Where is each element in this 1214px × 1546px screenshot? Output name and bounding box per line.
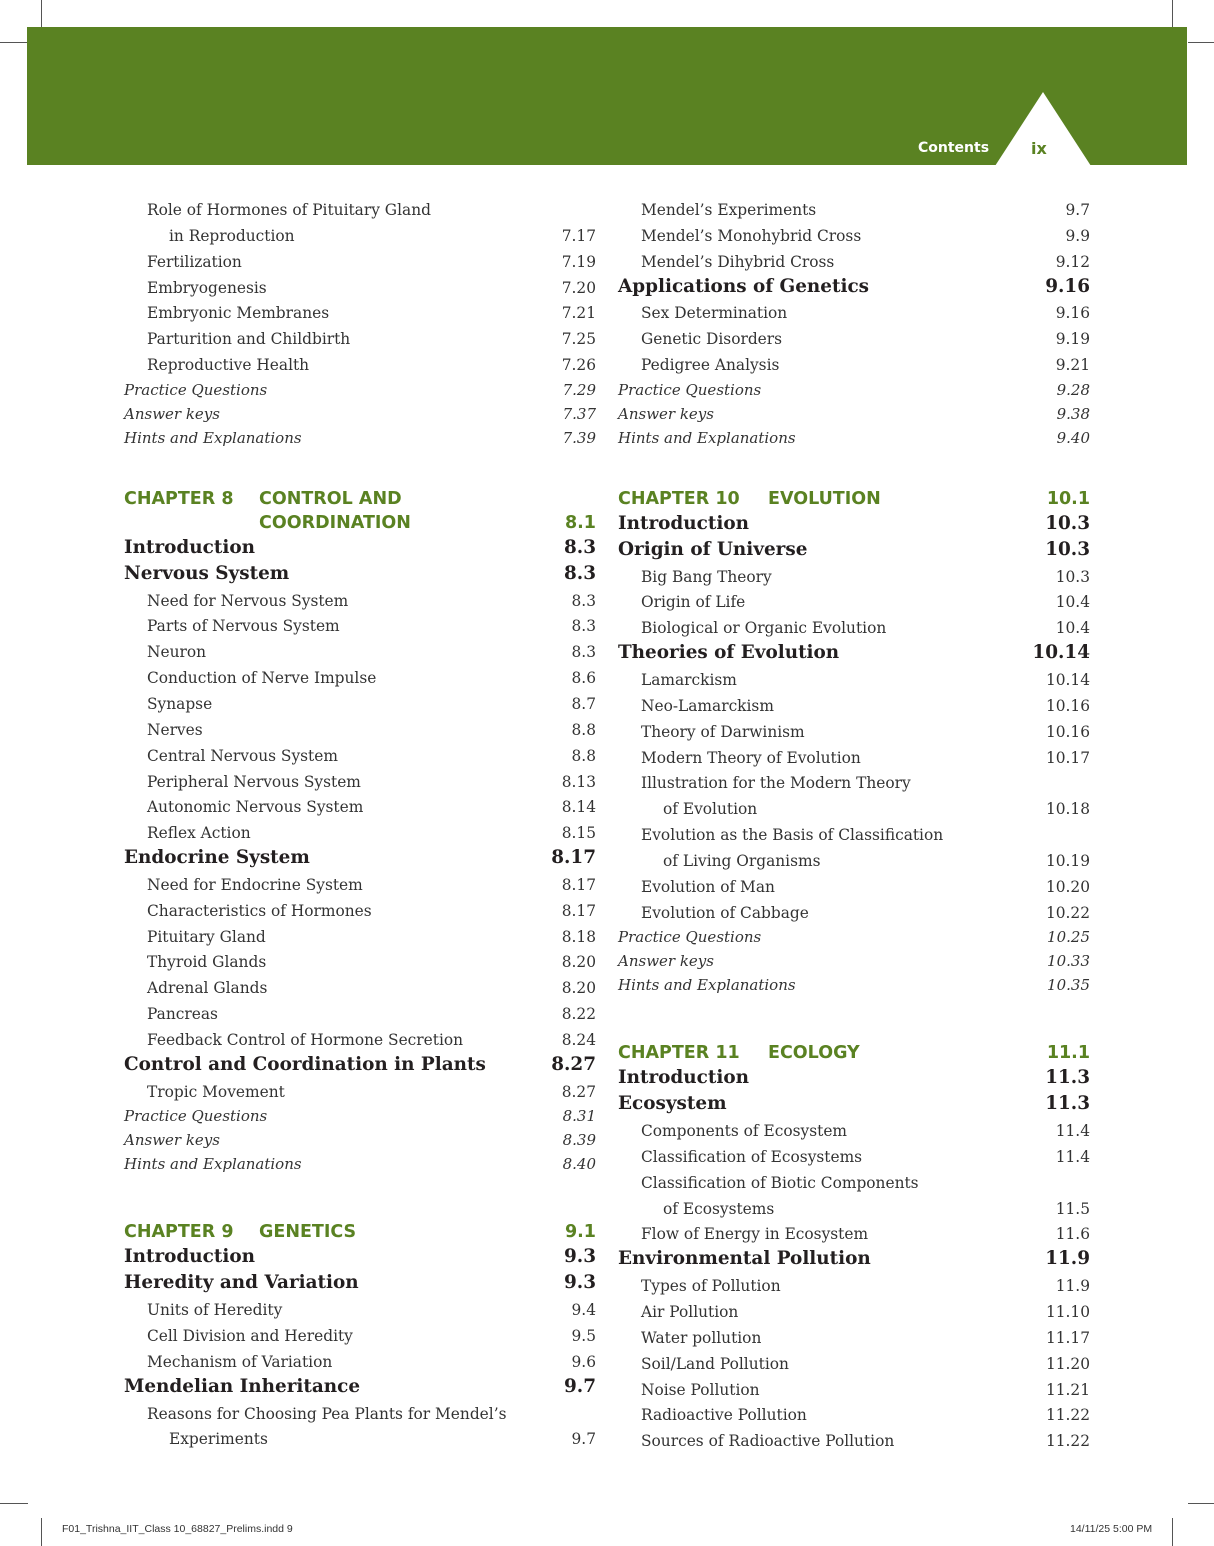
toc-entry — [618, 1376, 1090, 1402]
chapter-label: CHAPTER 8 — [124, 488, 234, 509]
toc-entry-title: Introduction — [124, 1246, 255, 1268]
toc-entry-page: 9.21 — [1055, 356, 1090, 375]
toc-entry — [124, 664, 596, 690]
toc-entry — [618, 718, 1090, 744]
toc-entry — [124, 923, 596, 949]
toc-entry-title: Answer keys — [124, 1131, 220, 1150]
toc-entry-title: Practice Questions — [618, 380, 762, 399]
toc-entry-title: Peripheral Nervous System — [147, 772, 361, 791]
toc-entry-title: Origin of Life — [641, 593, 746, 612]
toc-entry-title: Big Bang Theory — [641, 567, 772, 586]
toc-entry-page: 8.17 — [561, 901, 596, 920]
toc-entry-title: Evolution of Cabbage — [641, 903, 809, 922]
toc-entry — [618, 563, 1090, 589]
toc-entry — [618, 537, 1090, 563]
toc-entry-page: 7.26 — [561, 356, 596, 375]
toc-entry — [124, 1244, 596, 1270]
toc-entry — [124, 377, 596, 401]
toc-entry-title: of Living Organisms — [663, 851, 821, 870]
toc-entry — [124, 561, 596, 587]
toc-entry-page: 11.3 — [1045, 1067, 1090, 1089]
toc-entry — [124, 793, 596, 819]
toc-entry — [124, 222, 596, 248]
toc-entry — [124, 248, 596, 274]
toc-entry — [124, 1374, 596, 1400]
toc-entry-title: Soil/Land Pollution — [641, 1354, 789, 1373]
toc-entry-title: Ecosystem — [618, 1093, 727, 1115]
toc-entry-title: Answer keys — [618, 952, 714, 971]
toc-entry-page: 8.7 — [571, 694, 596, 713]
toc-entry-page: 8.20 — [561, 953, 596, 972]
toc-entry-page: 8.15 — [561, 824, 596, 843]
toc-entry-page: 10.16 — [1045, 696, 1090, 715]
toc-entry-page: 8.27 — [561, 1082, 596, 1101]
toc-entry-title: Tropic Movement — [147, 1082, 285, 1101]
toc-entry-title: Classification of Ecosystems — [641, 1147, 863, 1166]
toc-entry-title: Need for Endocrine System — [147, 875, 363, 894]
toc-entry-title: Air Pollution — [641, 1303, 739, 1321]
toc-entry-page: 11.4 — [1055, 1147, 1090, 1166]
toc-entry — [618, 692, 1090, 718]
toc-entry-title: in Reproduction — [169, 226, 295, 245]
toc-entry-page: 10.18 — [1045, 800, 1090, 819]
chapter-page: 11.1 — [1046, 1043, 1090, 1064]
toc-entry-title: Need for Nervous System — [147, 591, 349, 610]
toc-entry-title: Embryonic Membranes — [147, 304, 330, 323]
toc-entry-page: 11.5 — [1055, 1199, 1090, 1218]
toc-entry-page: 9.16 — [1045, 275, 1090, 297]
toc-entry-title: Illustration for the Modern Theory — [641, 774, 911, 793]
toc-entry — [618, 1195, 1090, 1221]
toc-entry — [618, 744, 1090, 770]
toc-entry — [618, 847, 1090, 873]
toc-entry-title: Applications of Genetics — [618, 275, 870, 297]
toc-entry-title: Characteristics of Hormones — [147, 901, 372, 920]
toc-entry-page: 7.20 — [561, 278, 596, 297]
toc-entry — [618, 1220, 1090, 1246]
toc-entry-title: Units of Heredity — [147, 1301, 283, 1320]
toc-entry-page: 7.25 — [561, 330, 596, 349]
toc-entry-title: Theories of Evolution — [618, 642, 840, 664]
toc-entry — [618, 588, 1090, 614]
toc-entry — [618, 401, 1090, 425]
toc-entry-page: 8.6 — [571, 669, 596, 688]
toc-entry-title: Reasons for Choosing Pea Plants for Mendel’s — [147, 1404, 507, 1423]
toc-group — [124, 535, 596, 1176]
toc-entry-title: Practice Questions — [618, 928, 762, 947]
toc-entry-page: 8.39 — [562, 1131, 596, 1150]
toc-entry-title: Pancreas — [147, 1005, 218, 1024]
chapter-heading-line2 — [124, 511, 596, 535]
toc-entry-page: 9.7 — [571, 1430, 596, 1449]
toc-entry-title: Parturition and Childbirth — [147, 330, 351, 349]
toc-entry-page: 9.16 — [1055, 304, 1090, 323]
toc-entry — [618, 1246, 1090, 1272]
toc-entry — [124, 299, 596, 325]
chapter-title: CONTROL AND — [259, 488, 402, 509]
toc-entry-page: 11.6 — [1055, 1225, 1090, 1244]
chapter-title: EVOLUTION — [768, 488, 881, 509]
toc-entry — [124, 587, 596, 613]
toc-entry — [618, 1350, 1090, 1376]
toc-entry-title: Thyroid Glands — [147, 953, 267, 972]
toc-entry-page: 8.3 — [564, 562, 596, 584]
toc-group — [124, 196, 596, 449]
toc-entry-title: Sources of Radioactive Pollution — [641, 1432, 895, 1451]
toc-entry-page: 11.22 — [1045, 1432, 1090, 1451]
toc-entry-title: Origin of Universe — [618, 538, 808, 560]
toc-entry — [124, 1400, 596, 1426]
toc-entry — [124, 325, 596, 351]
toc-entry-page: 11.3 — [1045, 1093, 1090, 1115]
toc-entry-title: Reproductive Health — [147, 356, 310, 375]
chapter-title: ECOLOGY — [768, 1043, 860, 1064]
toc-entry-title: Autonomic Nervous System — [147, 798, 364, 817]
toc-entry-title: Cell Division and Heredity — [147, 1327, 353, 1345]
toc-entry-title: Types of Pollution — [641, 1277, 781, 1296]
chapter-label: CHAPTER 11 — [618, 1043, 740, 1064]
chapter-page: 10.1 — [1046, 488, 1090, 509]
toc-entry — [124, 638, 596, 664]
toc-entry-title: Parts of Nervous System — [147, 617, 340, 636]
toc-entry-title: Hints and Explanations — [124, 1155, 302, 1174]
toc-entry-page: 8.3 — [571, 617, 596, 636]
toc-entry — [124, 1052, 596, 1078]
toc-entry-title: Adrenal Glands — [147, 979, 268, 998]
toc-entry-title: Mechanism of Variation — [147, 1352, 333, 1371]
toc-entry-page: 10.33 — [1047, 952, 1090, 971]
toc-entry-title: Genetic Disorders — [641, 330, 783, 349]
toc-entry-page: 10.14 — [1032, 642, 1090, 664]
toc-entry — [618, 614, 1090, 640]
toc-entry — [618, 1272, 1090, 1298]
toc-entry-title: of Ecosystems — [663, 1199, 775, 1218]
footer-timestamp: 14/11/25 5:00 PM — [1070, 1523, 1153, 1535]
toc-entry — [618, 1117, 1090, 1143]
toc-entry-page: 8.20 — [561, 979, 596, 998]
toc-entry-page: 11.21 — [1045, 1380, 1090, 1399]
toc-entry-title: Introduction — [618, 512, 749, 534]
toc-entry-page: 8.3 — [571, 643, 596, 662]
toc-entry-title: Noise Pollution — [641, 1380, 760, 1399]
toc-entry-title: Evolution of Man — [641, 877, 775, 896]
toc-entry-title: Synapse — [147, 694, 213, 713]
footer-filename: F01_Trishna_IIT_Class 10_68827_Prelims.indd 9 — [62, 1523, 293, 1535]
toc-entry-page: 9.28 — [1056, 380, 1090, 399]
toc-entry-page: 8.40 — [562, 1155, 596, 1174]
toc-entry — [124, 1127, 596, 1151]
toc-entry-page: 10.20 — [1045, 877, 1090, 896]
toc-entry-title: Introduction — [124, 536, 255, 558]
chapter-heading — [618, 1041, 1090, 1065]
toc-entry — [618, 666, 1090, 692]
toc-entry — [618, 972, 1090, 996]
toc-entry — [124, 1026, 596, 1052]
toc-entry-page: 9.40 — [1056, 428, 1090, 447]
toc-entry — [124, 1348, 596, 1374]
page-number: ix — [1031, 139, 1047, 158]
section-label: Contents — [918, 140, 990, 156]
toc-entry-title: Lamarckism — [641, 670, 737, 689]
toc-entry-page: 9.7 — [564, 1375, 596, 1397]
toc-entry — [618, 351, 1090, 377]
toc-entry-title: Water pollution — [641, 1328, 762, 1347]
toc-entry-page: 11.9 — [1055, 1277, 1090, 1296]
toc-entry-title: Control and Coordination in Plants — [124, 1053, 486, 1075]
toc-entry — [124, 948, 596, 974]
toc-entry-page: 7.39 — [562, 428, 596, 447]
toc-entry-page: 9.7 — [1065, 201, 1090, 219]
toc-entry-title: Hints and Explanations — [618, 976, 796, 995]
toc-entry-title: Conduction of Nerve Impulse — [147, 669, 377, 688]
toc-entry — [124, 1000, 596, 1026]
toc-entry — [124, 716, 596, 742]
chapter-heading — [124, 487, 596, 511]
crop-mark — [1188, 1503, 1214, 1504]
toc-entry-title: Central Nervous System — [147, 746, 338, 765]
toc-entry — [124, 351, 596, 377]
toc-entry-title: Pituitary Gland — [147, 927, 266, 946]
toc-entry-title: Neo-Lamarckism — [641, 696, 774, 715]
toc-entry-title: Nerves — [147, 720, 203, 739]
toc-entry-page: 10.4 — [1055, 593, 1090, 612]
toc-entry-page: 8.14 — [561, 798, 596, 817]
toc-entry-page: 11.10 — [1045, 1303, 1090, 1321]
toc-entry-title: Pedigree Analysis — [641, 356, 780, 375]
toc-entry-title: Endocrine System — [124, 847, 310, 869]
toc-entry — [124, 1270, 596, 1296]
toc-entry-title: Answer keys — [124, 404, 220, 423]
crop-mark — [1172, 1518, 1173, 1546]
toc-entry-title: Mendel’s Experiments — [641, 201, 817, 219]
toc-entry — [124, 1425, 596, 1451]
toc-entry-title: Components of Ecosystem — [641, 1122, 848, 1141]
toc-entry-page: 7.29 — [562, 380, 596, 399]
toc-entry-page: 10.3 — [1055, 567, 1090, 586]
toc-entry-title: Classification of Biotic Components — [641, 1173, 919, 1192]
toc-entry-title: Environmental Pollution — [618, 1248, 871, 1270]
toc-group — [618, 1065, 1090, 1453]
toc-entry-page: 9.3 — [564, 1246, 596, 1268]
toc-entry — [618, 377, 1090, 401]
toc-entry — [618, 425, 1090, 449]
toc-entry — [124, 425, 596, 449]
toc-entry — [618, 325, 1090, 351]
toc-entry — [124, 196, 596, 222]
toc-entry-title: Biological or Organic Evolution — [641, 619, 887, 638]
toc-entry-title: Nervous System — [124, 562, 290, 584]
toc-entry-page: 9.3 — [564, 1272, 596, 1294]
toc-entry-title: Mendel’s Monohybrid Cross — [641, 226, 862, 245]
toc-entry-page: 7.19 — [561, 252, 596, 271]
toc-entry-page: 8.22 — [561, 1005, 596, 1024]
toc-entry — [618, 1065, 1090, 1091]
toc-entry — [618, 196, 1090, 222]
chapter-title: GENETICS — [259, 1222, 357, 1243]
toc-entry — [618, 299, 1090, 325]
chapter-heading — [124, 1220, 596, 1244]
toc-entry-page: 8.3 — [564, 536, 596, 558]
toc-entry-page: 9.9 — [1065, 226, 1090, 245]
toc-entry — [124, 535, 596, 561]
toc-entry — [618, 924, 1090, 948]
toc-entry — [618, 948, 1090, 972]
toc-entry — [124, 742, 596, 768]
toc-entry-page: 10.3 — [1045, 538, 1090, 560]
toc-entry — [618, 248, 1090, 274]
toc-entry-page: 8.8 — [571, 746, 596, 765]
toc-group — [124, 1244, 596, 1451]
toc-entry-page: 7.37 — [562, 404, 596, 423]
chapter-page: 8.1 — [564, 512, 596, 533]
toc-entry-title: Flow of Energy in Ecosystem — [641, 1225, 869, 1244]
toc-entry-page: 10.3 — [1045, 512, 1090, 534]
toc-entry — [124, 612, 596, 638]
toc-entry — [618, 769, 1090, 795]
toc-entry-title: Embryogenesis — [147, 278, 267, 297]
toc-entry-title: Hints and Explanations — [124, 428, 302, 447]
toc-entry-page: 9.5 — [571, 1327, 596, 1345]
toc-entry — [124, 768, 596, 794]
crop-mark — [1172, 0, 1173, 28]
toc-entry-page: 10.16 — [1045, 722, 1090, 741]
toc-entry — [124, 1103, 596, 1127]
chapter-label: CHAPTER 10 — [618, 488, 740, 509]
toc-entry-title: Mendelian Inheritance — [124, 1375, 361, 1397]
toc-entry-page: 8.8 — [571, 720, 596, 739]
toc-entry-page: 8.13 — [561, 772, 596, 791]
toc-entry-title: Fertilization — [147, 252, 242, 271]
toc-entry-page: 8.24 — [561, 1030, 596, 1049]
toc-entry-title: Feedback Control of Hormone Secretion — [147, 1030, 464, 1049]
toc-entry — [618, 1401, 1090, 1427]
toc-entry — [618, 1427, 1090, 1453]
toc-entry-title: Sex Determination — [641, 304, 788, 323]
toc-entry — [618, 274, 1090, 300]
toc-entry — [124, 819, 596, 845]
toc-entry-page: 8.27 — [551, 1053, 596, 1075]
toc-entry — [618, 640, 1090, 666]
toc-entry — [124, 897, 596, 923]
toc-entry-page: 9.38 — [1056, 404, 1090, 423]
toc-entry-page: 9.12 — [1055, 252, 1090, 271]
toc-entry-page: 8.3 — [571, 591, 596, 610]
toc-entry-title: Neuron — [147, 643, 207, 662]
toc-entry-page: 8.18 — [561, 927, 596, 946]
toc-entry — [618, 511, 1090, 537]
toc-entry-page: 8.17 — [551, 847, 596, 869]
toc-entry-page: 10.35 — [1047, 976, 1090, 995]
toc-entry — [124, 1151, 596, 1175]
toc-entry — [618, 1143, 1090, 1169]
toc-entry-page: 11.9 — [1045, 1248, 1090, 1270]
toc-entry — [124, 690, 596, 716]
toc-entry-page: 11.4 — [1055, 1122, 1090, 1141]
toc-entry — [124, 871, 596, 897]
toc-entry-page: 11.17 — [1045, 1328, 1090, 1347]
toc-group — [618, 196, 1090, 449]
toc-entry — [618, 795, 1090, 821]
crop-mark — [0, 1503, 28, 1504]
toc-column-right — [618, 196, 1090, 1453]
chapter-page: 9.1 — [564, 1222, 596, 1243]
toc-entry-page: 9.19 — [1055, 330, 1090, 349]
toc-entry — [618, 821, 1090, 847]
crop-mark — [41, 0, 42, 28]
toc-entry-title: Radioactive Pollution — [641, 1406, 807, 1425]
toc-entry-title: Answer keys — [618, 404, 714, 423]
toc-entry-page: 10.14 — [1045, 670, 1090, 689]
chapter-heading — [618, 487, 1090, 511]
toc-entry — [124, 974, 596, 1000]
toc-entry-page: 9.6 — [571, 1352, 596, 1371]
toc-entry — [618, 1324, 1090, 1350]
toc-entry — [124, 401, 596, 425]
toc-entry — [618, 899, 1090, 925]
toc-entry-title: Theory of Darwinism — [641, 722, 805, 741]
toc-entry-page: 10.25 — [1047, 928, 1090, 947]
toc-entry-title: Heredity and Variation — [124, 1272, 359, 1294]
toc-entry-page: 11.22 — [1045, 1406, 1090, 1425]
toc-entry-title: Practice Questions — [124, 1107, 268, 1126]
toc-entry-title: Introduction — [618, 1067, 749, 1089]
crop-mark — [41, 1518, 42, 1546]
toc-entry — [124, 845, 596, 871]
toc-entry-page: 10.22 — [1045, 903, 1090, 922]
toc-entry-title: Hints and Explanations — [618, 428, 796, 447]
toc-entry — [124, 1322, 596, 1348]
toc-entry-page: 10.17 — [1045, 748, 1090, 767]
toc-entry-title: Role of Hormones of Pituitary Gland — [147, 201, 431, 219]
toc-entry-title: Experiments — [169, 1430, 268, 1449]
toc-entry-title: Mendel’s Dihybrid Cross — [641, 252, 835, 271]
toc-entry-page: 10.19 — [1045, 851, 1090, 870]
toc-entry-page: 9.4 — [571, 1301, 596, 1320]
toc-entry — [124, 1296, 596, 1322]
crop-mark — [1188, 42, 1214, 43]
toc-entry — [618, 1091, 1090, 1117]
crop-mark — [0, 42, 28, 43]
toc-entry-title: Modern Theory of Evolution — [641, 748, 861, 767]
toc-entry-page: 8.17 — [561, 875, 596, 894]
chapter-label: CHAPTER 9 — [124, 1222, 234, 1243]
toc-entry-page: 10.4 — [1055, 619, 1090, 638]
toc-entry — [124, 1078, 596, 1104]
toc-column-left — [124, 196, 596, 1451]
chapter-title: COORDINATION — [259, 512, 411, 533]
toc-entry — [618, 1169, 1090, 1195]
toc-entry-title: Reflex Action — [147, 824, 251, 843]
toc-entry-page: 7.21 — [561, 304, 596, 323]
toc-entry-title: Evolution as the Basis of Classification — [641, 826, 944, 845]
toc-entry-title: of Evolution — [663, 800, 758, 819]
toc-entry — [618, 222, 1090, 248]
toc-entry-page: 11.20 — [1045, 1354, 1090, 1373]
toc-entry — [124, 274, 596, 300]
toc-entry — [618, 1298, 1090, 1324]
toc-entry-page: 8.31 — [562, 1107, 596, 1126]
toc-group — [618, 511, 1090, 997]
toc-entry-page: 7.17 — [561, 226, 596, 245]
toc-entry — [618, 873, 1090, 899]
toc-entry-title: Practice Questions — [124, 380, 268, 399]
